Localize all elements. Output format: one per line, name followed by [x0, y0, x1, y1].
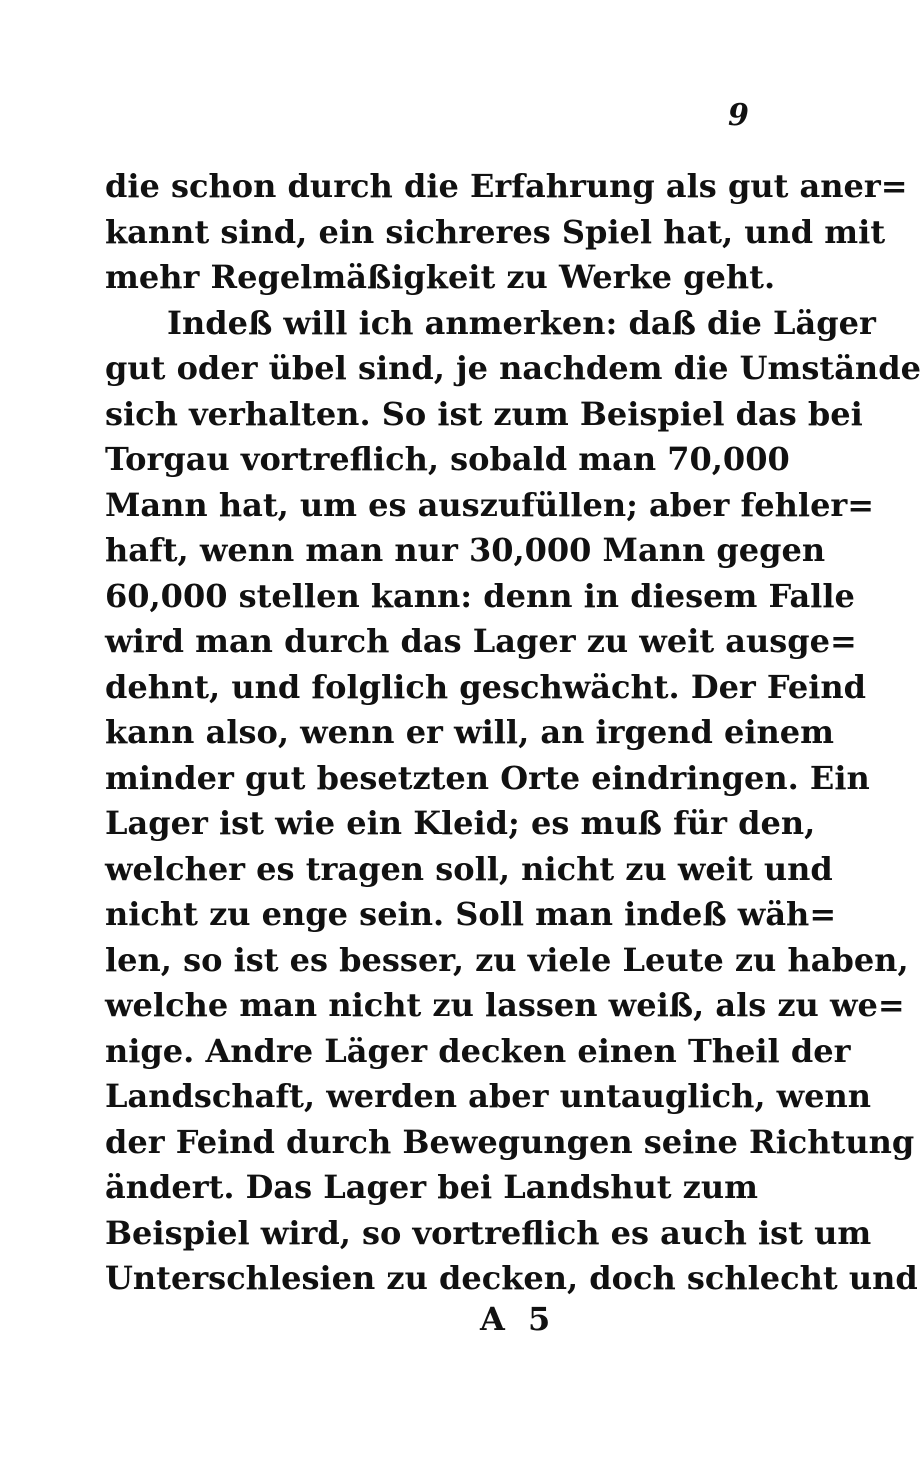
- text-line: nicht zu enge sein. Soll man indeß wäh=: [105, 895, 837, 933]
- text-line: dehnt, und folglich geschwächt. Der Feind: [105, 667, 867, 706]
- text-line: Landschaft, werden aber untauglich, wenn: [105, 1077, 872, 1115]
- text-line: ändert. Das Lager bei Landshut zum: [105, 1168, 758, 1206]
- body-text: [105, 164, 921, 1302]
- text-line: Mann hat, um es auszufüllen; aber fehler=: [105, 485, 875, 524]
- text-line: sich verhalten. So ist zum Beispiel das bei: [105, 394, 863, 433]
- text-line: nige. Andre Läger decken einen Theil der: [105, 1031, 851, 1070]
- text-line: Unterschlesien zu decken, doch schlecht und: [105, 1259, 918, 1297]
- text-line: kannt sind, ein sichreres Spiel hat, und mit: [105, 212, 886, 251]
- text-line: minder gut besetzten Orte eindringen. Ein: [105, 758, 870, 797]
- text-line: mehr Regelmäßigkeit zu Werke geht.: [105, 258, 776, 296]
- text-line: welche man nicht zu lassen weiß, als zu we=: [105, 986, 905, 1024]
- text-line: haft, wenn man nur 30,000 Mann gegen: [105, 531, 826, 569]
- text-line: kann also, wenn er will, an irgend einem: [105, 713, 835, 751]
- text-line: der Feind durch Bewegungen seine Richtung: [105, 1122, 915, 1161]
- text-line: wird man durch das Lager zu weit ausge=: [105, 622, 857, 660]
- text-line: Torgau vortreflich, sobald man 70,000: [105, 440, 790, 478]
- text-line: Lager ist wie ein Kleid; es muß für den,: [105, 804, 816, 842]
- text-line: len, so ist es besser, zu viele Leute zu haben,: [105, 940, 909, 979]
- paragraph-start-line: Indeß will ich anmerken: daß die Läger: [167, 303, 876, 342]
- text-line: welcher es tragen soll, nicht zu weit und: [105, 849, 833, 888]
- text-line: Beispiel wird, so vortreflich es auch ist um: [105, 1213, 872, 1252]
- text-line: gut oder übel sind, je nachdem die Umstände: [105, 349, 921, 387]
- signature-mark: A 5: [480, 1300, 557, 1338]
- text-line: die schon durch die Erfahrung als gut aner=: [105, 167, 908, 205]
- page-number: 9: [728, 98, 749, 133]
- text-line: 60,000 stellen kann: denn in diesem Falle: [105, 576, 855, 615]
